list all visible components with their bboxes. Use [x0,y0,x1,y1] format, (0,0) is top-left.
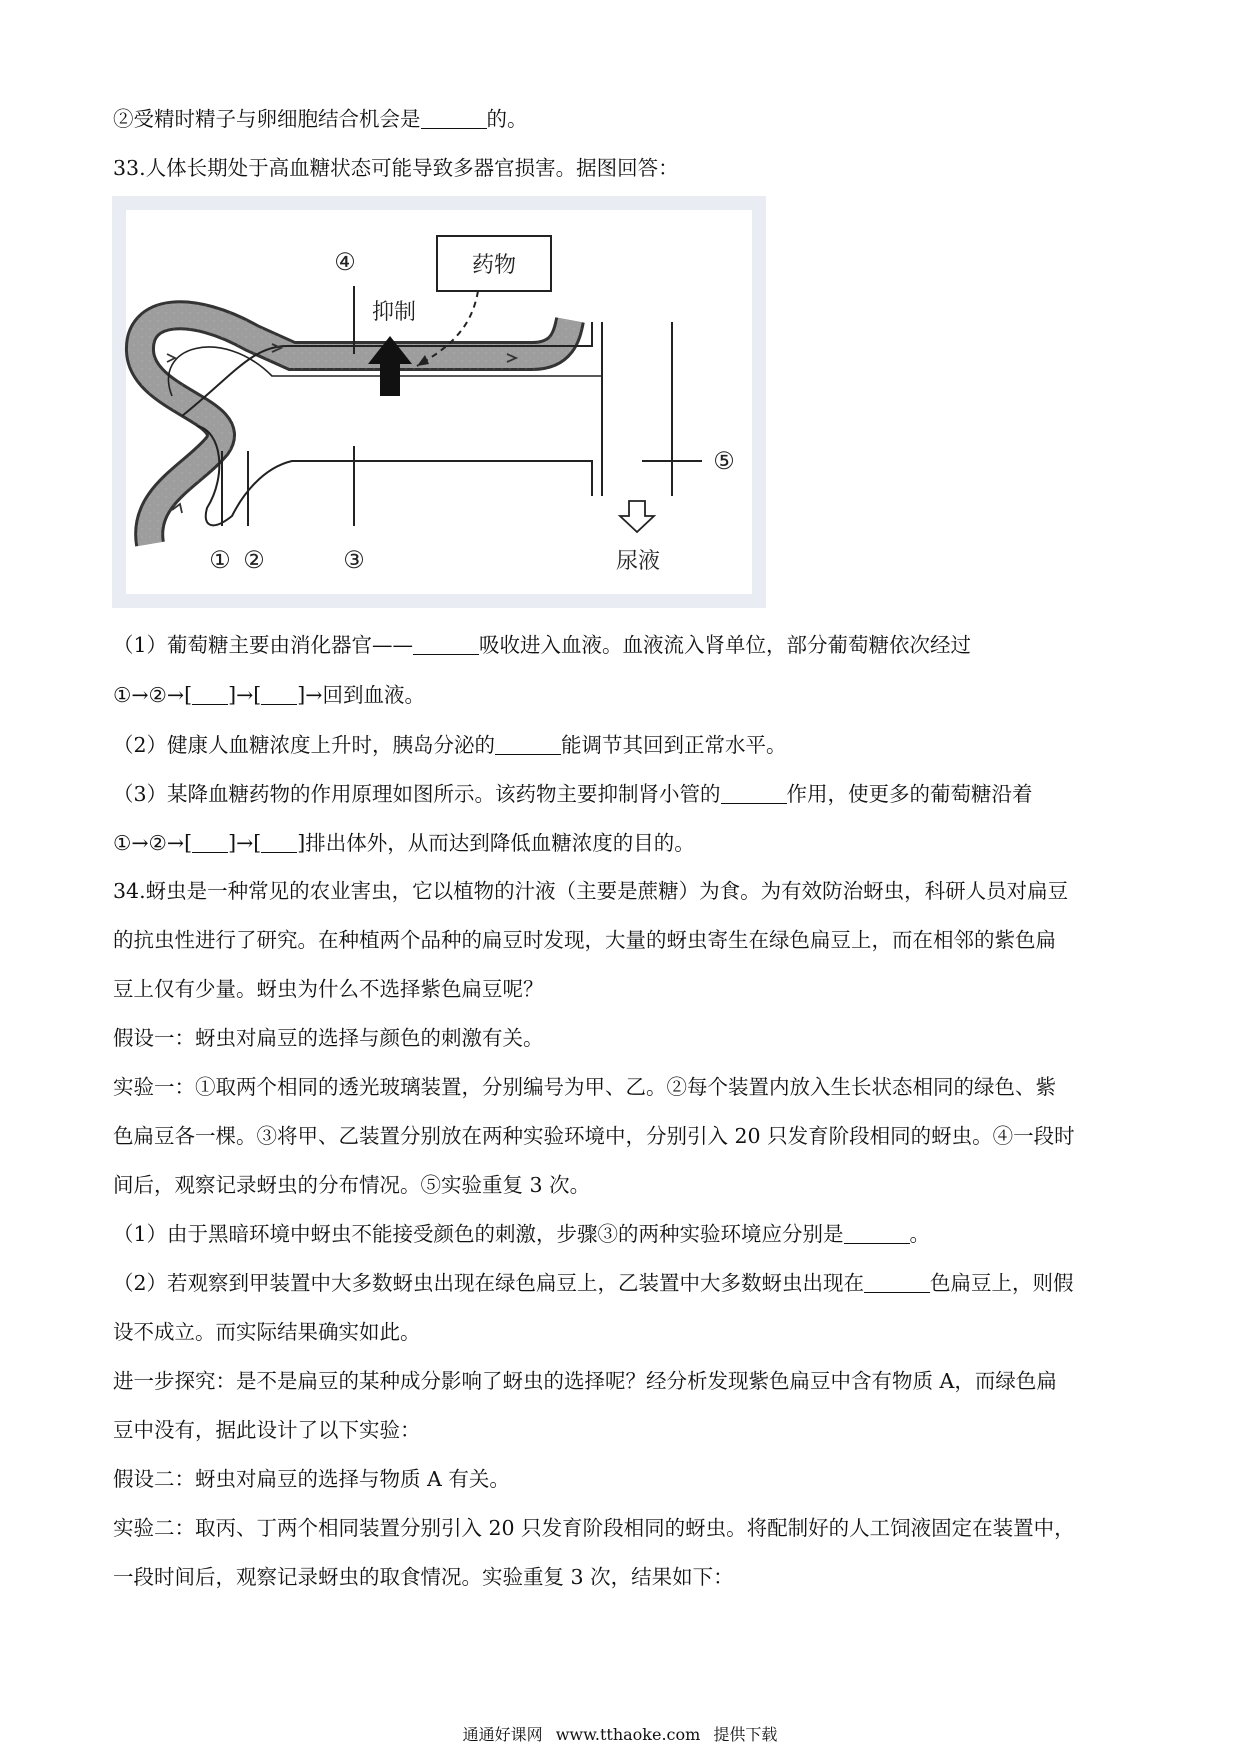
text-segment: （1）由于黑暗环境中蚜虫不能接受颜色的刺激，步骤③的两种实验环境应分别是 [113,1222,844,1246]
footer-suffix: 提供下载 [713,1725,778,1744]
label-3: ③ [343,546,365,574]
text-segment: 假设二：蚜虫对扁豆的选择与物质 A 有关。 [113,1467,510,1491]
text-segment: 色扁豆上，则假 [930,1271,1074,1295]
nephron-svg [112,196,766,608]
text-segment: 实验二：取丙、丁两个相同装置分别引入 20 只发育阶段相同的蚜虫。将配制好的人工饲液固定在装置中， [113,1516,1075,1540]
text-segment: 豆上仅有少量。蚜虫为什么不选择紫色扁豆呢？ [113,977,544,1001]
text-segment: 。 [909,1222,931,1246]
text-segment: 进一步探究：是不是扁豆的某种成分影响了蚜虫的选择呢？经分析发现紫色扁豆中含有物质 A，而绿色扁 [113,1369,1057,1393]
answer-blank[interactable] [413,634,479,655]
q34-intro-3 [113,974,544,1004]
q34-intro-1 [113,876,1068,906]
text-segment: ①→②→[ [113,683,193,707]
q34-intro-2 [113,925,1056,955]
footer-site-name: 通通好课网 [462,1725,543,1744]
text-segment: （2）健康人血糖浓度上升时，胰岛分泌的 [113,733,496,757]
text-segment: （2）若观察到甲装置中大多数蚜虫出现在绿色扁豆上，乙装置中大多数蚜虫出现在 [113,1271,865,1295]
text-segment: 34.蚜虫是一种常见的农业害虫，它以植物的汁液（主要是蔗糖）为食。为有效防治蚜虫，科研人员对扁豆 [113,879,1069,903]
text-segment: 的抗虫性进行了研究。在种植两个品种的扁豆时发现，大量的蚜虫寄生在绿色扁豆上，而在相邻的紫色扁 [113,928,1056,952]
text-segment: 间后，观察记录蚜虫的分布情况。⑤实验重复 3 次。 [113,1173,591,1197]
answer-blank[interactable] [844,1223,910,1244]
text-segment: 实验一：①取两个相同的透光玻璃装置，分别编号为甲、乙。②每个装置内放入生长状态相同的绿色、紫 [113,1075,1056,1099]
q34-part1 [113,1219,930,1249]
answer-blank[interactable] [721,783,787,804]
further-inquiry-2 [113,1415,421,1445]
text-segment: （3）某降血糖药物的作用原理如图所示。该药物主要抑制肾小管的 [113,782,721,806]
q33-part2 [113,730,787,760]
experiment-1-line2 [113,1121,1075,1151]
text-segment: ]→回到血液。 [297,683,425,707]
drug-label: 药物 [471,253,517,278]
urine-label: 尿液 [615,549,661,574]
footer-url[interactable]: www.tthaoke.com [555,1725,701,1744]
text-segment: 一段时间后，观察记录蚜虫的取食情况。实验重复 3 次，结果如下： [113,1565,734,1589]
q33-part1-line1 [113,630,971,660]
text-segment: 设不成立。而实际结果确实如此。 [113,1320,421,1344]
answer-blank[interactable] [192,832,228,853]
q33-part1-line2 [113,680,425,710]
answer-blank[interactable] [495,734,561,755]
text-segment: 色扁豆各一棵。③将甲、乙装置分别放在两种实验环境中，分别引入 20 只发育阶段相同的蚜虫。④一段时 [113,1124,1075,1148]
experiment-2-line1 [113,1513,1075,1543]
text-segment: 的。 [486,107,528,131]
text-segment: 豆中没有，据此设计了以下实验： [113,1418,421,1442]
answer-blank[interactable] [192,684,228,705]
text-segment: 33.人体长期处于高血糖状态可能导致多器官损害。据图回答： [113,156,679,180]
kidney-nephron-diagram [112,196,766,608]
q34-part2-line1 [113,1268,1074,1298]
hypothesis-1 [113,1023,544,1053]
experiment-1-line1 [113,1072,1056,1102]
line-fertilization [113,104,528,134]
further-inquiry-1 [113,1366,1057,1396]
q34-part2-line2 [113,1317,421,1347]
q33-part3-line2 [113,828,695,858]
text-segment: ]→[ [228,683,262,707]
answer-blank[interactable] [261,832,297,853]
experiment-1-line3 [113,1170,590,1200]
experiment-2-line2 [113,1562,734,1592]
inhibit-label: 抑制 [371,300,417,325]
text-segment: 能调节其回到正常水平。 [561,733,787,757]
text-segment: 作用，使更多的葡萄糖沿着 [786,782,1033,806]
label-2: ② [243,546,265,574]
text-segment: ②受精时精子与卵细胞结合机会是 [113,107,421,131]
label-1: ① [209,546,231,574]
page-footer [0,1725,1240,1745]
text-segment: ]排出体外，从而达到降低血糖浓度的目的。 [297,831,695,855]
label-4: ④ [334,248,356,276]
text-segment: 吸收进入血液。血液流入肾单位，部分葡萄糖依次经过 [479,633,972,657]
label-5: ⑤ [713,447,735,475]
answer-blank[interactable] [261,684,297,705]
text-segment: ①→②→[ [113,831,193,855]
text-segment: ]→[ [228,831,262,855]
text-segment: 假设一：蚜虫对扁豆的选择与颜色的刺激有关。 [113,1026,544,1050]
question-33-title [113,153,679,183]
answer-blank[interactable] [421,108,487,129]
answer-blank[interactable] [864,1272,930,1293]
hypothesis-2 [113,1464,510,1494]
q33-part3-line1 [113,779,1033,809]
text-segment: （1）葡萄糖主要由消化器官—— [113,633,414,657]
